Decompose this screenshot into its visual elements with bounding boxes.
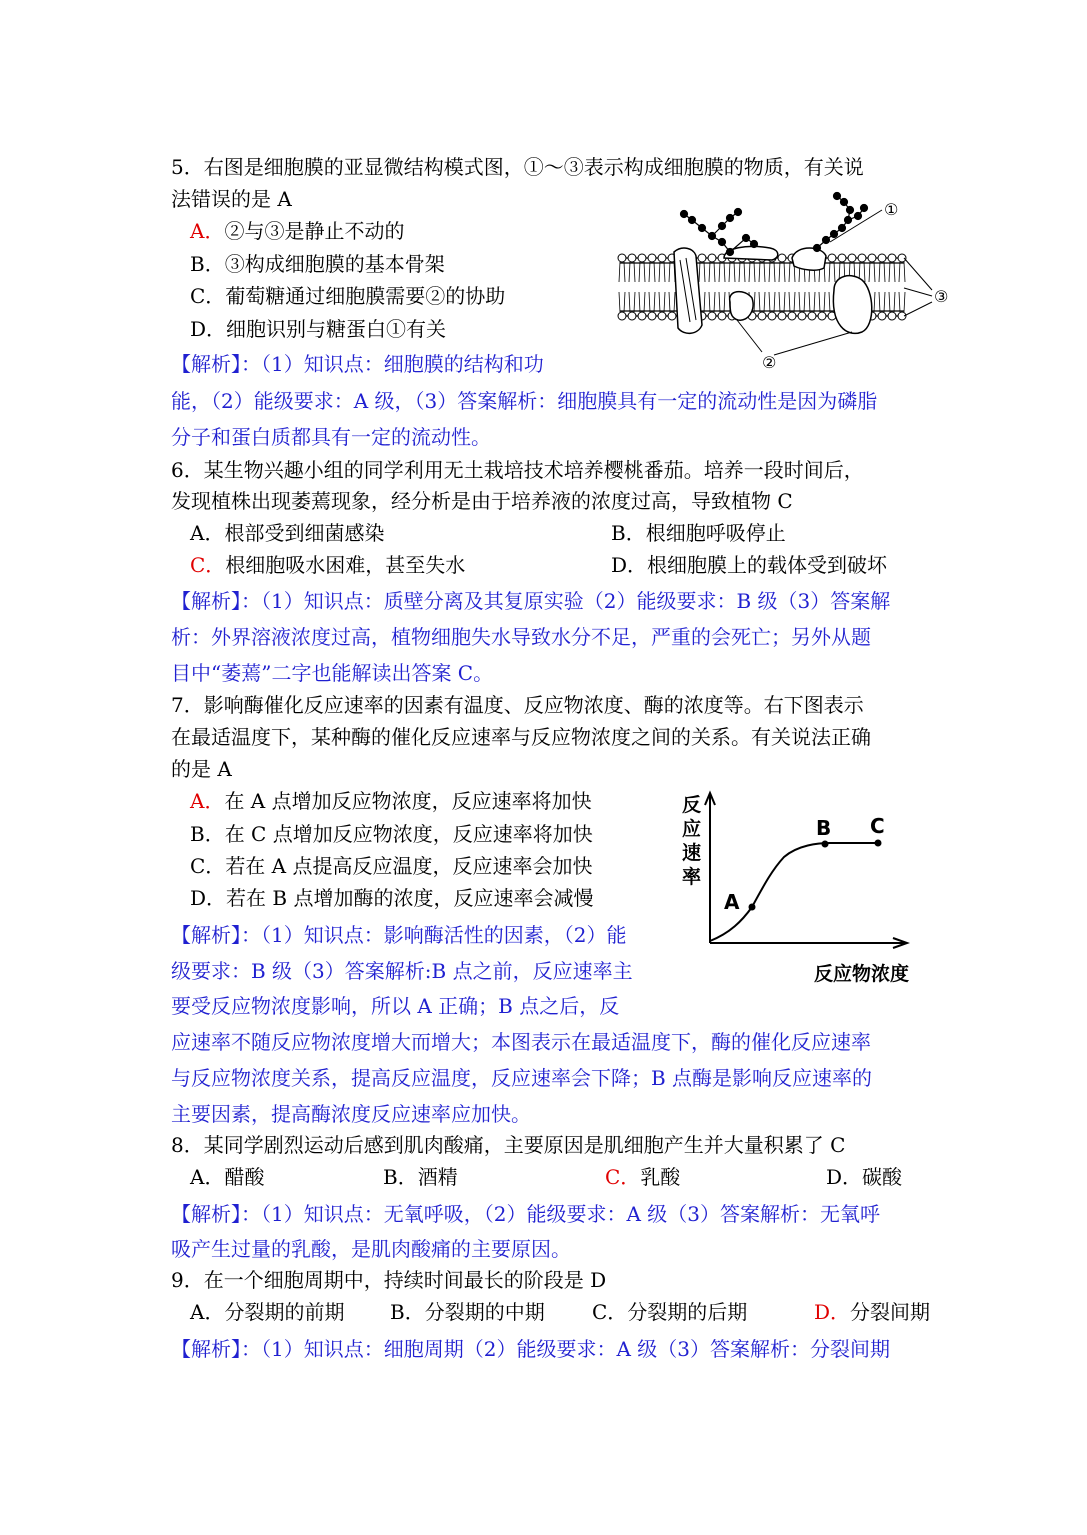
phospholipid-tail	[659, 292, 665, 312]
phospholipid-tail	[819, 292, 825, 312]
q6-stem-line1: 6．某生物兴趣小组的同学利用无土栽培技术培养樱桃番茄。培养一段时间后，	[171, 458, 864, 482]
phospholipid-head	[818, 312, 826, 320]
q7-option-c-letter: C．	[190, 854, 226, 878]
q7-stem-line2: 在最适温度下，某种酶的催化反应速率与反应物浓度之间的关系。有关说法正确	[171, 725, 871, 749]
q5-option-a-letter: A．	[190, 219, 225, 243]
q9-option-b-letter: B．	[390, 1300, 425, 1324]
q7-stem-line1: 7．影响酶催化反应速率的因素有温度、反应物浓度、酶的浓度等。右下图表示	[171, 693, 864, 717]
q5-option-a-text: ②与③是静止不动的	[224, 219, 405, 243]
phospholipid-tail	[649, 292, 655, 312]
cell-membrane-diagram	[612, 190, 957, 375]
q8-option-a-text: 醋酸	[224, 1165, 265, 1189]
q6-option-d	[611, 551, 887, 579]
phospholipid-head	[858, 254, 866, 262]
phospholipid-tail	[899, 292, 905, 312]
q5-explanation-line1: 【解析】：（1）知识点：细胞膜的结构和功	[171, 352, 544, 376]
phospholipid-head	[648, 312, 656, 320]
phospholipid-head	[658, 254, 666, 262]
q6-option-a	[190, 519, 384, 547]
q8-option-b	[383, 1163, 458, 1191]
q5-option-c-letter: C．	[190, 284, 226, 308]
q7-option-b-letter: B．	[190, 822, 225, 846]
phospholipid-tail	[789, 292, 795, 312]
phospholipid-tail	[719, 292, 725, 312]
phospholipid-head	[628, 312, 636, 320]
phospholipid-head	[658, 312, 666, 320]
q6-option-a-text: 根部受到细菌感染	[224, 521, 385, 545]
phospholipid-head	[698, 254, 706, 262]
q6-explanation-line3: 目中“萎蔫”二字也能解读出答案 C。	[171, 661, 494, 685]
phospholipid-head	[618, 254, 626, 262]
phospholipid-head	[878, 312, 886, 320]
q5-option-d-text: 细胞识别与糖蛋白①有关	[226, 317, 447, 341]
phospholipid-tail	[629, 262, 635, 282]
q9-option-c-text: 分裂期的后期	[627, 1300, 748, 1324]
phospholipid-head	[618, 312, 626, 320]
transmembrane-protein-right	[833, 276, 871, 334]
q8-option-a	[190, 1163, 264, 1191]
phospholipid-head	[638, 254, 646, 262]
q7-option-a-text: 在 A 点增加反应物浓度，反应速率将加快	[224, 789, 592, 813]
phospholipid-head	[648, 254, 656, 262]
q5-option-c	[190, 282, 505, 310]
phospholipid-tail	[629, 292, 635, 312]
phospholipid-tail	[719, 262, 725, 282]
q9-option-d	[814, 1298, 930, 1326]
q7-explanation-line2: 级要求：B 级（3）答案解析:B 点之前，反应速率主	[171, 959, 633, 983]
phospholipid-tail	[829, 262, 835, 282]
point-b-label: B	[816, 816, 832, 840]
q5-option-b-letter: B．	[190, 252, 225, 276]
phospholipid-tail	[649, 262, 655, 282]
phospholipid-tail	[889, 292, 895, 312]
phospholipid-tail	[709, 262, 715, 282]
q6-option-c	[190, 551, 465, 579]
phospholipid-tail	[699, 262, 705, 282]
phospholipid-head	[868, 254, 876, 262]
phospholipid-head	[898, 254, 906, 262]
q5-stem-line1: 5．右图是细胞膜的亚显微结构模式图，①～③表示构成细胞膜的物质，有关说	[171, 155, 864, 179]
sugar-chain-right	[814, 193, 868, 252]
q7-option-c	[190, 852, 592, 880]
q7-option-a-letter: A．	[190, 789, 225, 813]
q9-option-d-text: 分裂间期	[850, 1300, 931, 1324]
phospholipid-tail	[879, 262, 885, 282]
q6-option-c-letter: C．	[190, 553, 226, 577]
phospholipid-head	[888, 254, 896, 262]
q7-option-d	[190, 884, 593, 912]
q8-option-c	[605, 1163, 680, 1191]
q5-option-b-text: ③构成细胞膜的基本骨架	[224, 252, 445, 276]
q6-option-d-text: 根细胞膜上的载体受到破坏	[647, 553, 888, 577]
y-label-char-4: 率	[682, 866, 702, 888]
figure-label-1: ①	[884, 200, 899, 219]
figure-label-3: ③	[934, 287, 949, 306]
q6-option-d-letter: D．	[611, 553, 648, 577]
phospholipid-tail	[769, 262, 775, 282]
phospholipid-tail	[759, 292, 765, 312]
q9-option-c	[592, 1298, 747, 1326]
q5-explanation-line3: 分子和蛋白质都具有一定的流动性。	[171, 425, 491, 449]
q8-explanation-line1: 【解析】：（1）知识点：无氧呼吸，（2）能级要求：A 级（3）答案解析：无氧呼	[171, 1202, 880, 1226]
q6-explanation-line2: 析：外界溶液浓度过高，植物细胞失水导致水分不足，严重的会死亡；另外从题	[171, 625, 871, 649]
phospholipid-tail	[709, 292, 715, 312]
q6-option-b-text: 根细胞呼吸停止	[645, 521, 786, 545]
phospholipid-head	[628, 254, 636, 262]
q8-option-c-letter: C．	[605, 1165, 641, 1189]
phospholipid-head	[798, 312, 806, 320]
phospholipid-tail	[809, 292, 815, 312]
x-axis-label: 反应物浓度	[814, 963, 910, 985]
phospholipid-head	[758, 312, 766, 320]
q9-option-b	[390, 1298, 545, 1326]
q7-option-c-text: 若在 A 点提高反应温度，反应速率会加快	[225, 854, 593, 878]
point-b-marker	[822, 841, 829, 848]
q6-option-a-letter: A．	[190, 521, 225, 545]
q6-stem-line2: 发现植株出现萎蔫现象，经分析是由于培养液的浓度过高，导致植物 C	[171, 489, 793, 513]
phospholipid-tail	[669, 292, 675, 312]
phospholipid-tail	[869, 262, 875, 282]
q5-option-b	[190, 250, 445, 278]
transmembrane-protein-left	[674, 248, 702, 333]
phospholipid-head	[778, 254, 786, 262]
phospholipid-tail	[769, 292, 775, 312]
q5-stem-line2: 法错误的是 A	[171, 187, 292, 211]
phospholipid-tail	[759, 262, 765, 282]
phospholipid-tail	[619, 262, 625, 282]
phospholipid-head	[848, 254, 856, 262]
phospholipid-tail	[619, 292, 625, 312]
q9-option-a	[190, 1298, 344, 1326]
q8-explanation-line2: 吸产生过量的乳酸，是肌肉酸痛的主要原因。	[171, 1237, 571, 1261]
q7-option-b	[190, 820, 593, 848]
q7-explanation-line3: 要受反应物浓度影响，所以 A 正确；B 点之后，反	[171, 994, 620, 1018]
q7-option-d-letter: D．	[190, 886, 227, 910]
phospholipid-head	[808, 312, 816, 320]
phospholipid-head	[878, 254, 886, 262]
phospholipid-tail	[729, 262, 735, 282]
phospholipid-tail	[799, 292, 805, 312]
q5-explanation-line2: 能，（2）能级要求：A 级，（3）答案解析：细胞膜具有一定的流动性是因为磷脂	[171, 389, 878, 413]
phospholipid-head	[718, 312, 726, 320]
point-c-marker	[875, 840, 882, 847]
q8-option-d	[826, 1163, 902, 1191]
q8-option-a-letter: A．	[190, 1165, 225, 1189]
q7-explanation-line1: 【解析】：（1）知识点：影响酶活性的因素，（2）能	[171, 923, 627, 947]
q6-option-b	[611, 519, 786, 547]
point-a-label: A	[724, 890, 740, 914]
phospholipid-tail	[639, 292, 645, 312]
phospholipid-tail	[659, 262, 665, 282]
phospholipid-head	[768, 312, 776, 320]
membrane-protein-middle	[792, 248, 826, 270]
phospholipid-head	[638, 312, 646, 320]
phospholipid-tail	[899, 262, 905, 282]
q9-option-c-letter: C．	[592, 1300, 628, 1324]
q7-option-d-text: 若在 B 点增加酶的浓度，反应速率会减慢	[226, 886, 594, 910]
q6-option-b-letter: B．	[611, 521, 646, 545]
q5-option-d-letter: D．	[190, 317, 227, 341]
phospholipid-tail	[639, 262, 645, 282]
q9-option-d-letter: D．	[814, 1300, 851, 1324]
q9-option-a-text: 分裂期的前期	[224, 1300, 345, 1324]
embedded-protein-lower	[730, 292, 753, 321]
q8-option-c-text: 乳酸	[640, 1165, 681, 1189]
q7-option-a	[190, 787, 592, 815]
q6-option-c-text: 根细胞吸水困难，甚至失水	[225, 553, 466, 577]
q5-option-d	[190, 315, 446, 343]
q5-option-a	[190, 217, 404, 245]
phospholipid-tail	[749, 262, 755, 282]
q9-stem: 9．在一个细胞周期中，持续时间最长的阶段是 D	[171, 1268, 607, 1292]
phospholipid-head	[838, 254, 846, 262]
point-a-marker	[749, 904, 756, 911]
phospholipid-head	[888, 312, 896, 320]
phospholipid-head	[828, 254, 836, 262]
q8-option-d-text: 碳酸	[862, 1165, 903, 1189]
q7-explanation-line4: 应速率不随反应物浓度增大而增大；本图表示在最适温度下，酶的催化反应速率	[171, 1030, 871, 1054]
phospholipid-tail	[739, 262, 745, 282]
q7-option-b-text: 在 C 点增加反应物浓度，反应速率将加快	[224, 822, 593, 846]
q8-stem: 8．某同学剧烈运动后感到肌肉酸痛，主要原因是肌细胞产生并大量积累了 C	[171, 1133, 846, 1157]
q7-stem-line3: 的是 A	[171, 757, 232, 781]
phospholipid-tail	[779, 292, 785, 312]
q7-explanation-line6: 主要因素，提高酶浓度反应速率应加快。	[171, 1102, 531, 1126]
q5-option-c-text: 葡萄糖通过细胞膜需要②的协助	[225, 284, 506, 308]
q7-explanation-line5: 与反应物浓度关系，提高反应温度，反应速率会下降；B 点酶是影响反应速率的	[171, 1066, 873, 1090]
q9-explanation-line1: 【解析】：（1）知识点：细胞周期（2）能级要求：A 级（3）答案解析：分裂间期	[171, 1337, 890, 1361]
phospholipid-tail	[889, 262, 895, 282]
q8-option-b-letter: B．	[383, 1165, 418, 1189]
q8-option-b-text: 酒精	[417, 1165, 458, 1189]
phospholipid-head	[708, 312, 716, 320]
phospholipid-head	[788, 312, 796, 320]
enzyme-rate-graph	[680, 785, 920, 990]
y-label-char-3: 速	[682, 842, 702, 864]
phospholipid-head	[668, 312, 676, 320]
phospholipid-tail	[779, 262, 785, 282]
q9-option-b-text: 分裂期的中期	[424, 1300, 545, 1324]
q8-option-d-letter: D．	[826, 1165, 863, 1189]
y-label-char-1: 反	[682, 794, 702, 816]
q6-explanation-line1: 【解析】：（1）知识点：质壁分离及其复原实验（2）能级要求：B 级（3）答案解	[171, 589, 891, 613]
y-label-char-2: 应	[682, 818, 702, 840]
phospholipid-tail	[879, 292, 885, 312]
figure-label-2: ②	[762, 353, 777, 372]
point-c-label: C	[870, 814, 885, 838]
phospholipid-head	[708, 254, 716, 262]
phospholipid-head	[778, 312, 786, 320]
q9-option-a-letter: A．	[190, 1300, 225, 1324]
